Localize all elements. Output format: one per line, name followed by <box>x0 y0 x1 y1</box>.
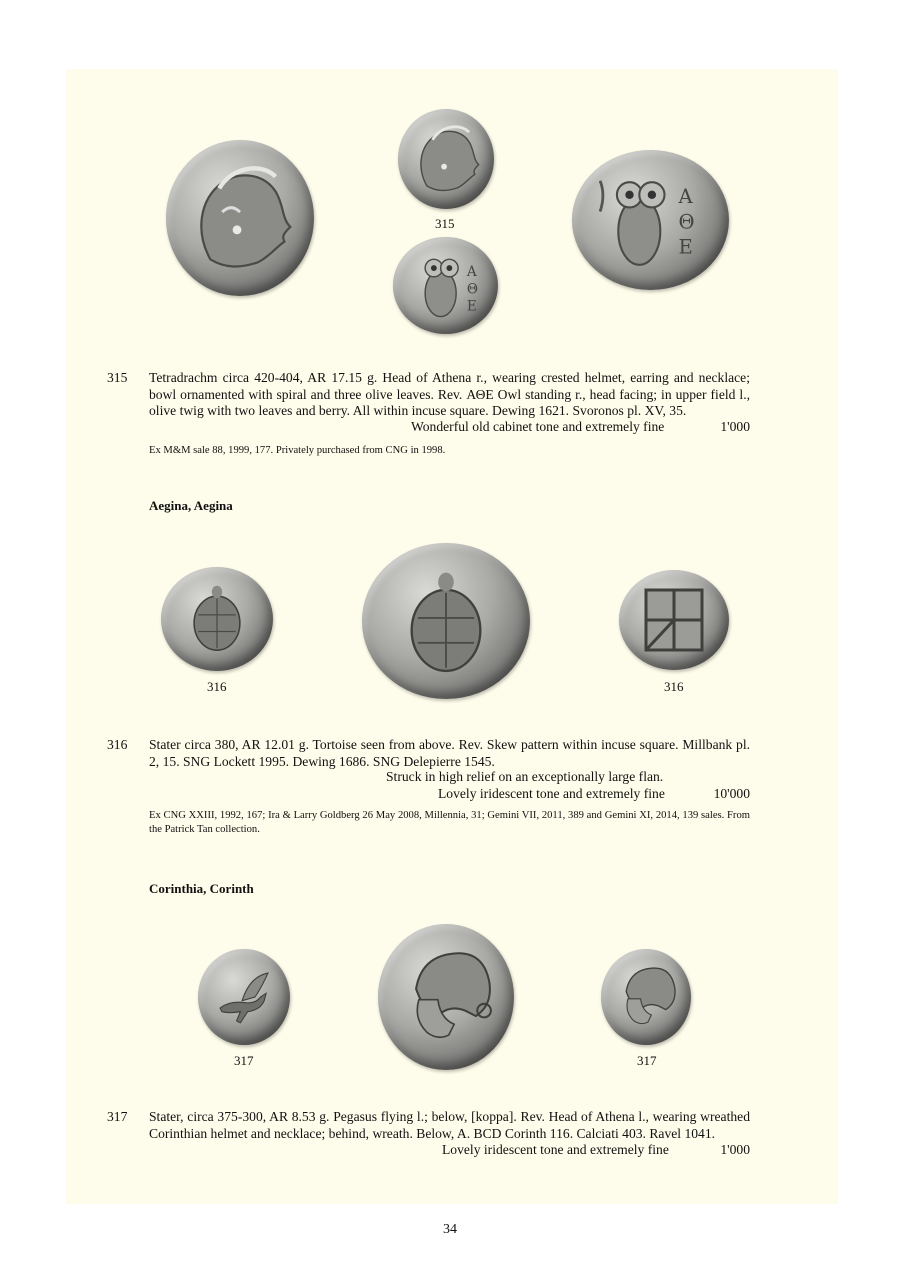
lot-number-317: 317 <box>107 1109 128 1124</box>
figure-label-316-left: 316 <box>207 679 227 694</box>
page-number: 34 <box>443 1222 457 1237</box>
lot-number-315: 315 <box>107 370 128 385</box>
lot-grade-317: Lovely iridescent tone and extremely fine <box>438 1142 669 1158</box>
lot-provenance-316: Ex CNG XXIII, 1992, 167; Ira & Larry Goldberg 26 May 2008, Millennia, 31; Gemini VII, 2011, 389 and Gemini XI, 2014, 139 sales. From the Patrick Tan collection. <box>149 810 750 835</box>
figure-label-317-right: 317 <box>637 1053 657 1068</box>
tortoise-icon <box>362 543 530 699</box>
figure-label-315: 315 <box>435 216 455 231</box>
lot-description-315: Tetradrachm circa 420-404, AR 17.15 g. Head of Athena r., wearing crested helmet, earring and necklace; bowl ornamented with spiral and three olive leaves. Rev. ΑΘΕ Owl standing r., head facing; in upper field l., olive twig with two leaves and berry. All within incuse square. Dewing 1621. Svoronos pl. XV, 35. <box>149 370 750 418</box>
coin-316-obverse-small <box>161 567 273 671</box>
svg-text:Ε: Ε <box>466 298 477 315</box>
athena-head-icon <box>166 140 314 296</box>
svg-text:Θ: Θ <box>678 210 695 234</box>
lot-description-317: Stater, circa 375-300, AR 8.53 g. Pegasus flying l.; below, [koppa]. Rev. Head of Athena l., wearing wreathed Corinthian helmet and necklace; behind, wreath. Below, A. BCD Corinth 116. Calciati 403. Ravel 1041. <box>149 1109 750 1141</box>
athena-corinthian-helmet-icon <box>601 949 691 1045</box>
tortoise-icon <box>161 567 273 671</box>
coin-316-obverse-large <box>362 543 530 699</box>
svg-text:Α: Α <box>466 263 477 280</box>
coin-315-reverse-large <box>572 150 729 290</box>
coin-317-reverse-small <box>601 949 691 1045</box>
coin-315-obverse-large <box>166 140 314 296</box>
lot-description-316: Stater circa 380, AR 12.01 g. Tortoise seen from above. Rev. Skew pattern within incuse square. Millbank pl. 2, 15. SNG Lockett 1995. Dewing 1686. SNG Delepierre 1545. <box>149 737 750 769</box>
section-heading-corinth: Corinthia, Corinth <box>149 881 254 896</box>
lot-note-316: Struck in high relief on an exceptionally large flan. <box>386 769 664 784</box>
owl-icon <box>393 237 498 334</box>
coin-315-reverse-small <box>393 237 498 334</box>
lot-provenance-315: Ex M&M sale 88, 1999, 177. Privately purchased from CNG in 1998. <box>149 445 446 456</box>
svg-text:Θ: Θ <box>466 281 478 298</box>
skew-pattern-icon <box>619 570 729 670</box>
coin-317-obverse <box>198 949 290 1045</box>
pegasus-icon <box>198 949 290 1045</box>
coin-317-reverse-large <box>378 924 514 1070</box>
athena-head-icon <box>398 109 494 209</box>
figure-label-317-left: 317 <box>234 1053 254 1068</box>
lot-grade-315: Wonderful old cabinet tone and extremely fine <box>411 419 665 434</box>
athena-corinthian-helmet-icon <box>378 924 514 1070</box>
lot-number-316: 316 <box>107 737 128 752</box>
section-heading-aegina: Aegina, Aegina <box>149 498 233 513</box>
lot-grade-316: Lovely iridescent tone and extremely fine <box>438 786 665 801</box>
svg-text:Ε: Ε <box>678 235 693 259</box>
lot-estimate-316: 10'000 <box>713 786 750 801</box>
coin-316-reverse <box>619 570 729 670</box>
svg-text:Α: Α <box>678 185 693 209</box>
owl-icon <box>572 150 729 290</box>
figure-label-316-right: 316 <box>664 679 684 694</box>
lot-estimate-317: 1'000 <box>700 1142 750 1158</box>
coin-315-obverse-small <box>398 109 494 209</box>
lot-estimate-315: 1'000 <box>720 419 750 434</box>
